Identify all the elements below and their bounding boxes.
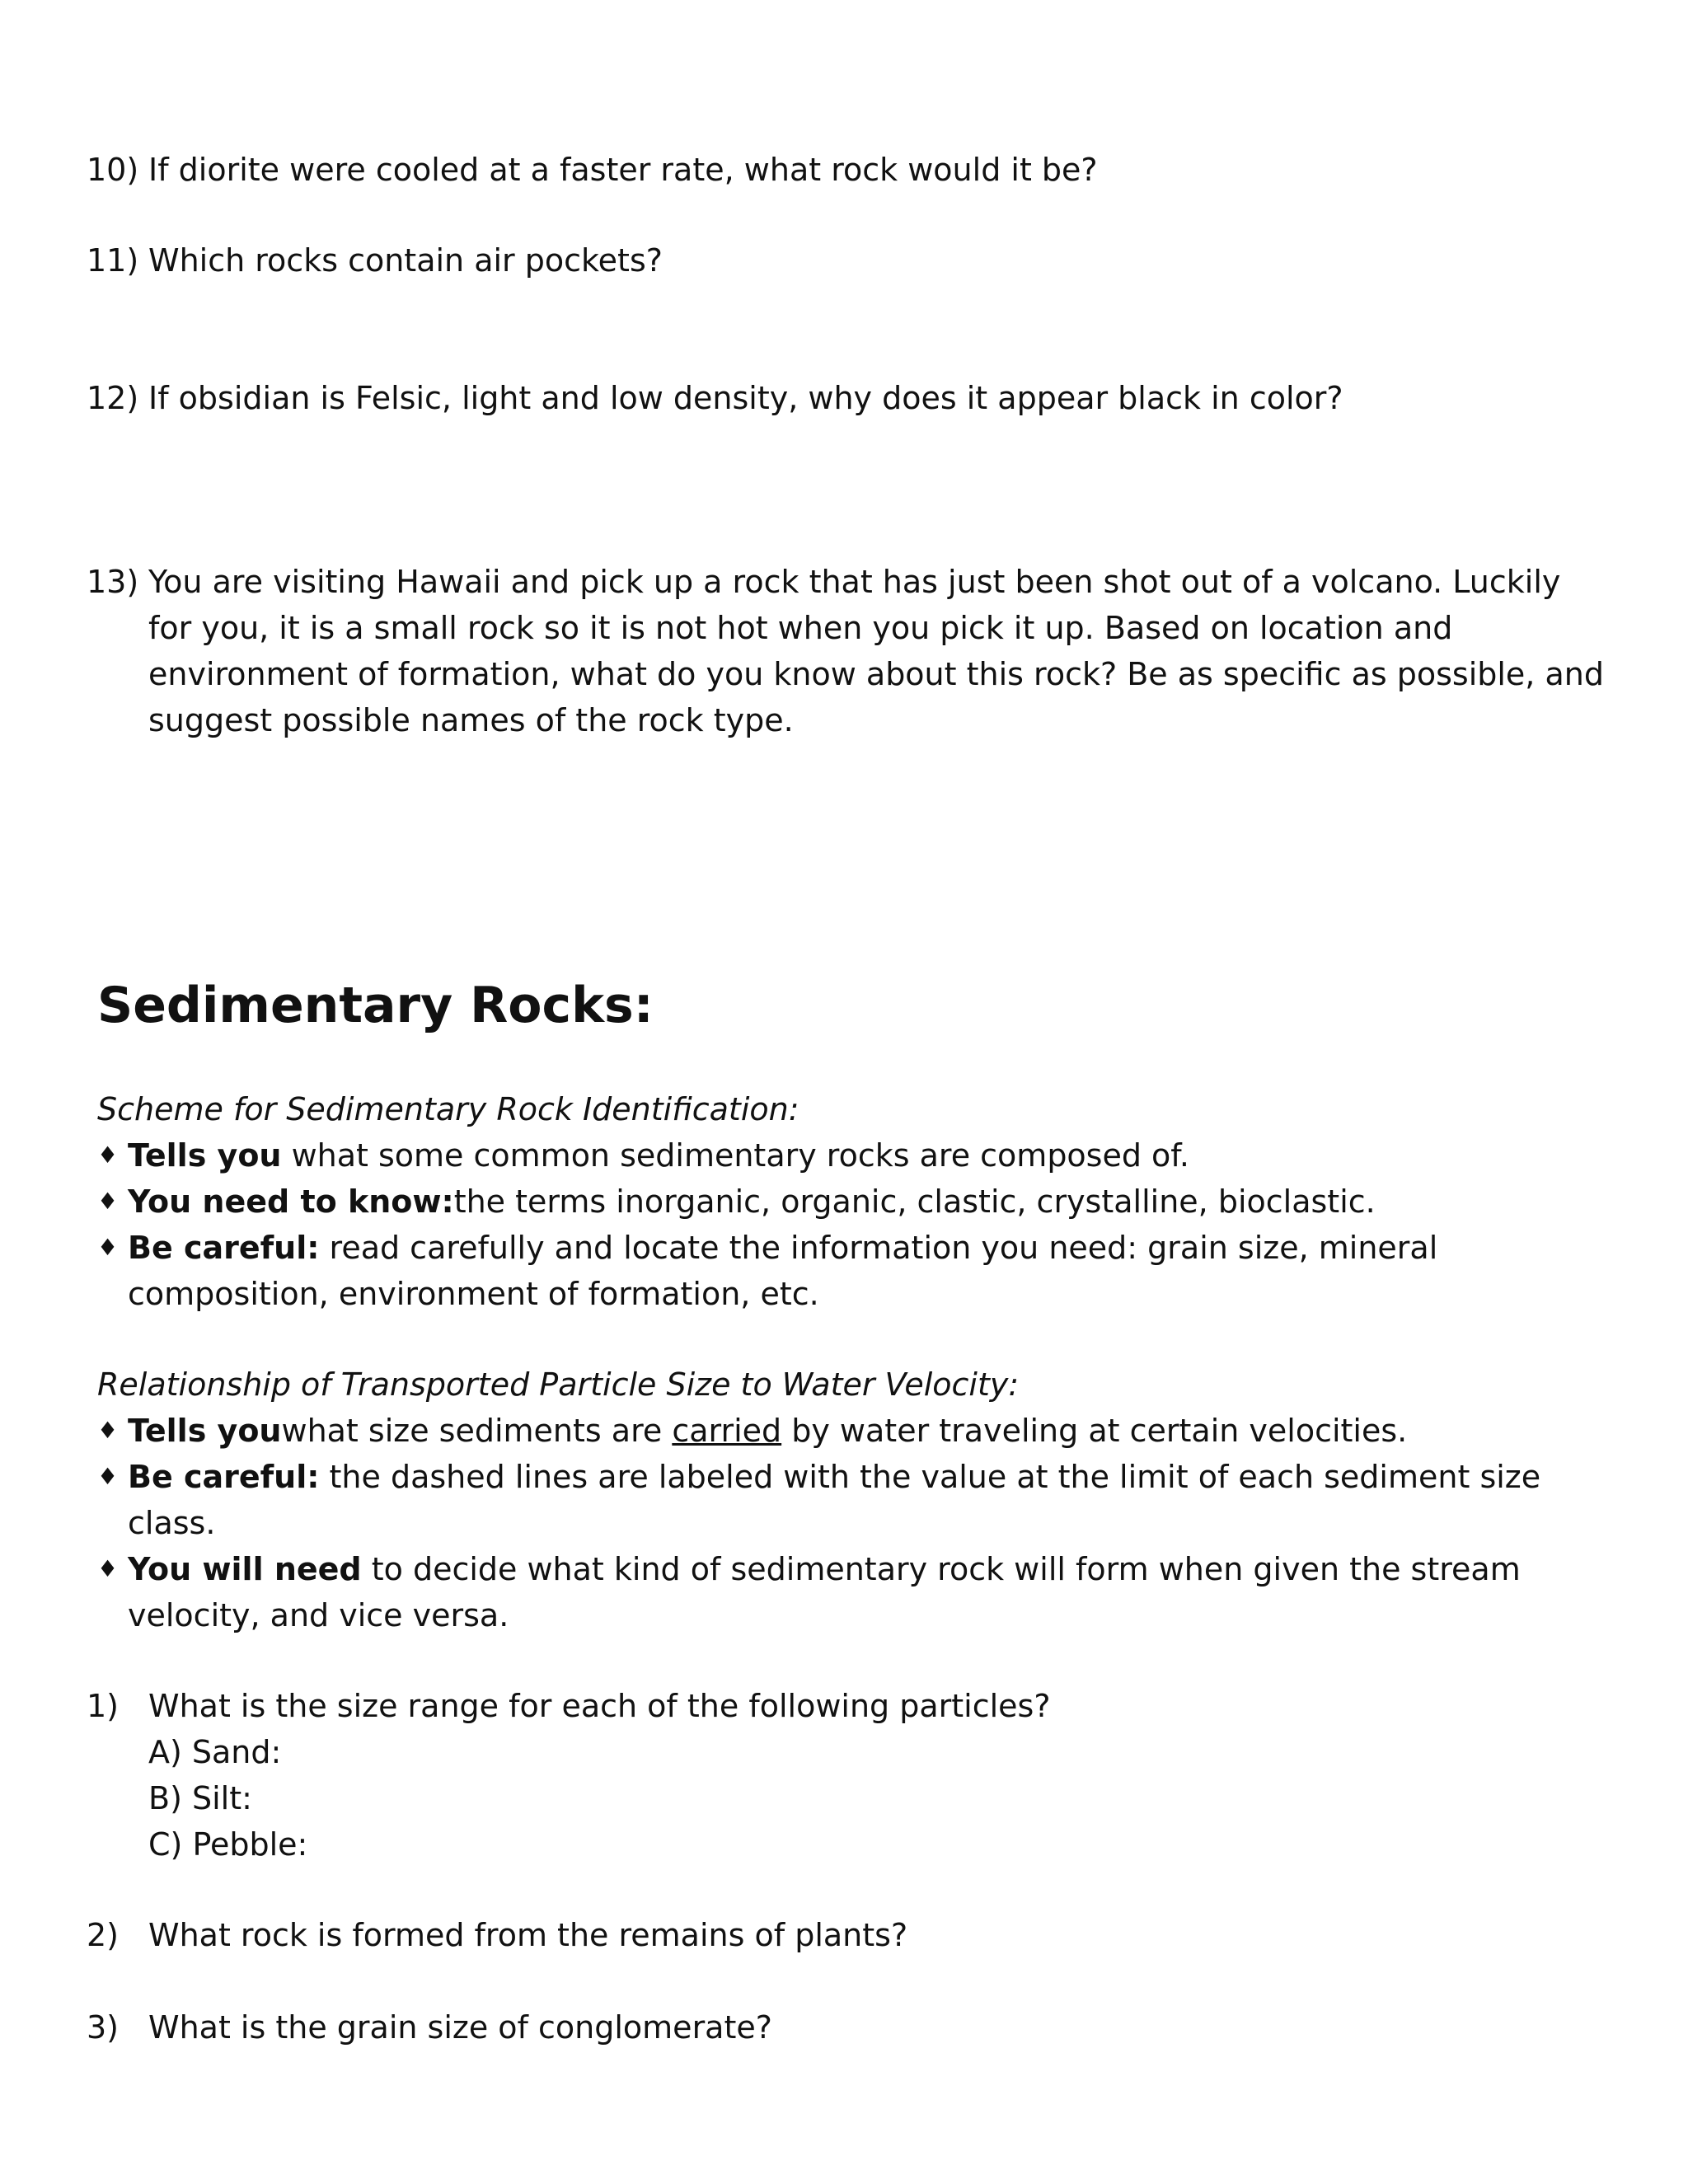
sed-question-3-number: 3) bbox=[87, 2009, 120, 2046]
bullet-icon: ♦ bbox=[97, 1463, 119, 1490]
relationship-bullet-1-text-a: what size sediments are bbox=[281, 1413, 673, 1449]
scheme-bullet-3 bbox=[128, 1225, 1437, 1271]
question-12-text: If obsidian is Felsic, light and low density, why does it appear black in color? bbox=[148, 380, 1343, 416]
relationship-bullet-1-underline: carried bbox=[672, 1413, 782, 1449]
relationship-title: Relationship of Transported Particle Size to Water Velocity: bbox=[97, 1366, 1020, 1403]
bullet-icon: ♦ bbox=[97, 1141, 119, 1169]
bullet-icon: ♦ bbox=[97, 1417, 119, 1444]
scheme-bullet-2-bold: You need to know: bbox=[128, 1183, 454, 1220]
question-12-number: 12) bbox=[87, 380, 139, 416]
relationship-bullet-3-continued: velocity, and vice versa. bbox=[128, 1597, 509, 1633]
sed-question-1-option-b: B) Silt: bbox=[148, 1780, 252, 1816]
scheme-bullet-3-text: read carefully and locate the information you need: grain size, mineral bbox=[319, 1230, 1438, 1266]
scheme-bullet-3-bold: Be careful: bbox=[128, 1230, 320, 1266]
relationship-bullet-1 bbox=[128, 1408, 1407, 1454]
bullet-icon: ♦ bbox=[97, 1188, 119, 1215]
question-10-text: If diorite were cooled at a faster rate, what rock would it be? bbox=[148, 152, 1098, 188]
sed-question-1-option-a: A) Sand: bbox=[148, 1734, 282, 1770]
relationship-bullet-3-text: to decide what kind of sedimentary rock will form when given the stream bbox=[361, 1551, 1521, 1587]
relationship-bullet-2 bbox=[128, 1454, 1540, 1500]
section-title: Sedimentary Rocks: bbox=[97, 977, 654, 1034]
sed-question-2-number: 2) bbox=[87, 1917, 120, 1953]
sed-question-1-number: 1) bbox=[87, 1688, 120, 1724]
bullet-icon: ♦ bbox=[97, 1234, 119, 1261]
sed-question-1-text: What is the size range for each of the following particles? bbox=[148, 1688, 1051, 1724]
relationship-bullet-3 bbox=[128, 1546, 1521, 1592]
relationship-bullet-3-bold: You will need bbox=[128, 1551, 362, 1587]
relationship-bullet-2-bold: Be careful: bbox=[128, 1459, 320, 1495]
question-10-number: 10) bbox=[87, 152, 139, 188]
relationship-bullet-2-text: the dashed lines are labeled with the value at the limit of each sediment size bbox=[319, 1459, 1541, 1495]
scheme-title: Scheme for Sedimentary Rock Identification: bbox=[97, 1091, 799, 1127]
question-11-number: 11) bbox=[87, 242, 139, 279]
sed-question-2-text: What rock is formed from the remains of plants? bbox=[148, 1917, 908, 1953]
sed-question-3-text: What is the grain size of conglomerate? bbox=[148, 2009, 772, 2046]
scheme-bullet-3-continued: composition, environment of formation, etc. bbox=[128, 1276, 819, 1312]
relationship-bullet-2-continued: class. bbox=[128, 1505, 216, 1541]
relationship-bullet-1-text-b: by water traveling at certain velocities. bbox=[781, 1413, 1408, 1449]
question-13-line-1: You are visiting Hawaii and pick up a rock that has just been shot out of a volcano. Luckily bbox=[148, 564, 1561, 600]
scheme-bullet-1 bbox=[128, 1132, 1189, 1179]
scheme-bullet-1-text: what some common sedimentary rocks are composed of. bbox=[281, 1137, 1190, 1174]
scheme-bullet-1-bold: Tells you bbox=[128, 1137, 282, 1174]
scheme-bullet-2-text: the terms inorganic, organic, clastic, crystalline, bioclastic. bbox=[453, 1183, 1376, 1220]
relationship-bullet-1-bold: Tells you bbox=[128, 1413, 282, 1449]
question-11-text: Which rocks contain air pockets? bbox=[148, 242, 663, 279]
question-13-line-3: environment of formation, what do you know about this rock? Be as specific as possible, and bbox=[148, 656, 1604, 692]
question-13-line-4: suggest possible names of the rock type. bbox=[148, 702, 794, 738]
bullet-icon: ♦ bbox=[97, 1555, 119, 1582]
scheme-bullet-2 bbox=[128, 1179, 1376, 1225]
question-13-number: 13) bbox=[87, 564, 139, 600]
question-13-line-2: for you, it is a small rock so it is not hot when you pick it up. Based on location and bbox=[148, 610, 1453, 646]
sed-question-1-option-c: C) Pebble: bbox=[148, 1826, 308, 1863]
